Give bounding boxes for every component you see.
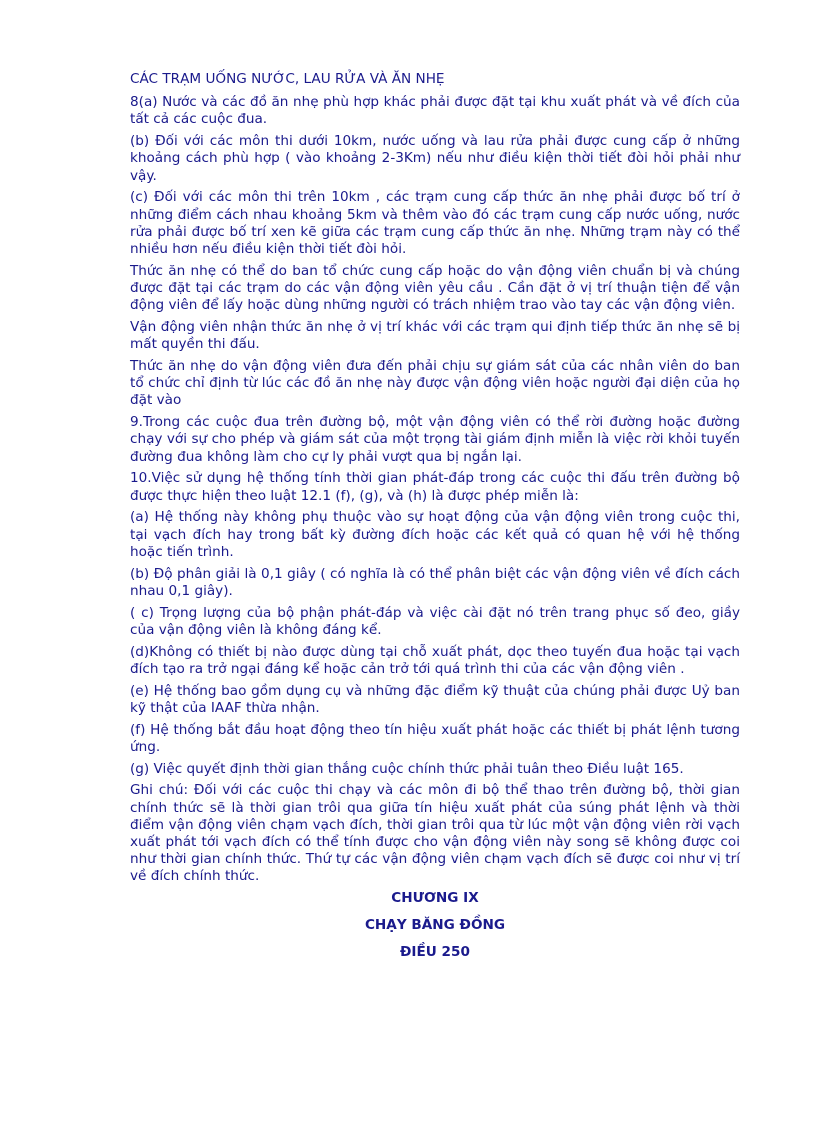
- paragraph-note: Ghi chú: Đối với các cuộc thi chạy và các môn đi bộ thể thao trên đường bộ, thời gian chính thức sẽ là thời gian trôi qua giữa tín hiệu xuất phát của súng phát lệnh và thời điểm vận động viên chạm vạch đích, thời gian trôi qua từ lúc một vận động viên rời vạch xuất phát tới vạch đích có thể tính được cho vận động viên này song sẽ không được coi như thời gian chính thức. Thứ tự các vận động viên chạm vạch đích sẽ được coi như vị trí về đích chính thức.: [130, 782, 740, 885]
- paragraph-9: 9.Trong các cuộc đua trên đường bộ, một vận động viên có thể rời đường hoặc đường chạy với sự cho phép và giám sát của một trọng tài giám định miễn là việc rời khỏi tuyến đường đua không làm cho cự ly phải vượt qua bị ngắn lại.: [130, 414, 740, 465]
- paragraph-10b: (b) Độ phân giải là 0,1 giây ( có nghĩa là có thể phân biệt các vận động viên về đích cách nhau 0,1 giây).: [130, 565, 740, 599]
- paragraph-snacks-provision: Thức ăn nhẹ có thể do ban tổ chức cung cấp hoặc do vận động viên chuẩn bị và chúng được đặt tại các trạm do các vận động viên yêu cầu . Cần đặt ở vị trí thuận tiện để vận động viên để lấy hoặc dùng những người có trách nhiệm trao vào tay các vận động viên.: [130, 262, 740, 314]
- paragraph-8a: 8(a) Nước và các đồ ăn nhẹ phù hợp khác phải được đặt tại khu xuất phát và về đích của tất cả các cuộc đua.: [130, 94, 740, 128]
- paragraph-10: 10.Việc sử dụng hệ thống tính thời gian phát-đáp trong các cuộc thi đấu trên đường bộ được thực hiện theo luật 12.1 (f), (g), và (h) là được phép miễn là:: [130, 470, 740, 504]
- paragraph-8b: (b) Đối với các môn thi dưới 10km, nước uống và lau rửa phải được cung cấp ở những khoảng cách phù hợp ( vào khoảng 2-3Km) nếu như điều kiện thời tiết đòi hỏi phải như vậy.: [130, 133, 740, 184]
- section-heading: CÁC TRẠM UỐNG NƯỚC, LAU RỬA VÀ ĂN NHẸ: [130, 71, 445, 87]
- paragraph-10f: (f) Hệ thống bắt đầu hoạt động theo tín hiệu xuất phát hoặc các thiết bị phát lệnh tương ứng.: [130, 721, 740, 755]
- chapter-number: CHƯƠNG IX: [391, 890, 479, 907]
- paragraph-disqualification: Vận động viên nhận thức ăn nhẹ ở vị trí khác với các trạm qui định tiếp thức ăn nhẹ sẽ bị mất quyền thi đấu.: [130, 319, 740, 353]
- paragraph-10e: (e) Hệ thống bao gồm dụng cụ và những đặc điểm kỹ thuật của chúng phải được Uỷ ban kỹ thật của IAAF thừa nhận.: [130, 682, 740, 716]
- article-number: ĐIỀU 250: [400, 943, 470, 960]
- paragraph-10c: ( c) Trọng lượng của bộ phận phát-đáp và việc cài đặt nó trên trang phục số đeo, giầy của vận động viên là không đáng kể.: [130, 604, 740, 638]
- paragraph-10d: (d)Không có thiết bị nào được dùng tại chỗ xuất phát, dọc theo tuyến đua hoặc tại vạch đích tạo ra trở ngại đáng kể hoặc cản trở tới quá trình thi của các vận động viên .: [130, 643, 740, 677]
- chapter-title: CHẠY BĂNG ĐỒNG: [364, 917, 506, 934]
- document-body: [130, 71, 740, 961]
- paragraph-8c: (c) Đối với các môn thi trên 10km , các trạm cung cấp thức ăn nhẹ phải được bố trí ở những điểm cách nhau khoảng 5km và thêm vào đó các trạm cung cấp nước uống, nước rửa phải được bố trí xen kẽ giữa các trạm cung cấp thức ăn nhẹ. Những trạm này có thể nhiều hơn nếu điều kiện thời tiết đòi hỏi.: [130, 189, 740, 258]
- paragraph-supervision: Thức ăn nhẹ do vận động viên đưa đến phải chịu sự giám sát của các nhân viên do ban tổ chức chỉ định từ lúc các đồ ăn nhẹ này được vận động viên hoặc người đại diện của họ đặt vào: [130, 358, 740, 409]
- paragraph-10g: (g) Việc quyết định thời gian thắng cuộc chính thức phải tuân theo Điều luật 165.: [130, 760, 684, 777]
- paragraph-10a: (a) Hệ thống này không phụ thuộc vào sự hoạt động của vận động viên trong cuộc thi, tại vạch đích hay trong bất kỳ đường đích hoặc các kết quả có quan hệ với hệ thống hoặc tiến trình.: [130, 509, 740, 560]
